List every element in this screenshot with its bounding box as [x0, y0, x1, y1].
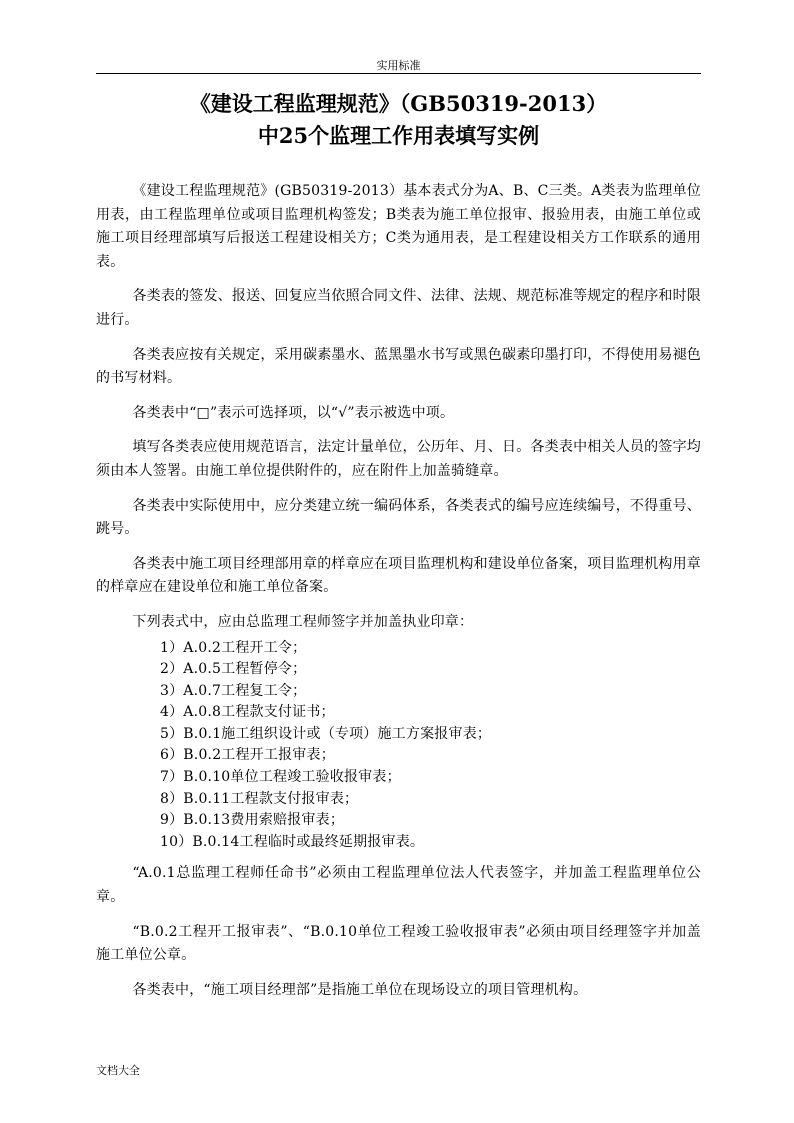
paragraph-numbering: 各类表中实际使用中，应分类建立统一编码体系，各类表式的编号应连续编号，不得重号、跳号。: [96, 497, 701, 538]
paragraph-intro: 《建设工程监理规范》(GB50319-2013）基本表式分为A、B、C三类。A类表为监理单位用表，由工程监理单位或项目监理机构签发；B类表为施工单位报审、报验用表，由施工单位或施工项目经理部填写后报送工程建设相关方；C类为通用表，是工程建设相关方工作联系的通用表。: [96, 183, 701, 270]
page-header: 实用标准: [376, 59, 421, 72]
paragraph-checkbox: 各类表中“□”表示可选择项，以“√”表示被选中项。: [132, 404, 455, 421]
list-item: 3）A.0.7工程复工令；: [160, 682, 307, 699]
list-item: 7）B.0.10单位工程竣工验收报审表；: [160, 769, 401, 786]
document-title: [96, 88, 701, 152]
paragraph-contractor-seal: “B.0.2工程开工报审表”、“B.0.10单位工程竣工验收报审表”必须由项目经理签字并加盖施工单位公章。: [96, 923, 701, 964]
list-item: 10）B.0.14工程临时或最终延期报审表。: [160, 833, 425, 850]
list-item: 8）B.0.11工程款支付报审表；: [160, 790, 359, 807]
title-line-1: 《建设工程监理规范》（GB50319-2013）: [189, 91, 608, 116]
seal-form-list: [96, 638, 701, 854]
page-footer: 文档大全: [96, 1064, 140, 1077]
document-body: [96, 180, 701, 1013]
paragraph-seal-intro: 下列表式中，应由总监理工程师签字并加盖执业印章：: [132, 613, 474, 630]
list-item: 2）A.0.5工程暂停令；: [160, 661, 307, 678]
list-item: 1）A.0.2工程开工令；: [160, 639, 307, 656]
paragraph-appointment-seal: “A.0.1总监理工程师任命书”必须由工程监理单位法人代表签字，并加盖工程监理单位公章。: [96, 865, 701, 906]
list-item: 5）B.0.1施工组织设计或（专项）施工方案报审表；: [160, 725, 492, 742]
header-divider: [96, 73, 701, 74]
paragraph-definition: 各类表中，“施工项目经理部”是指施工单位在现场设立的项目管理机构。: [132, 981, 588, 998]
paragraph-ink: 各类表应按有关规定，采用碳素墨水、蓝黑墨水书写或黑色碳素印墨打印，不得使用易褪色的书写材料。: [96, 346, 701, 387]
list-item: 9）B.0.13费用索赔报审表；: [160, 812, 345, 829]
paragraph-seal-filing: 各类表中施工项目经理部用章的样章应在项目监理机构和建设单位备案，项目监理机构用章的样章应在建设单位和施工单位备案。: [96, 555, 701, 596]
list-item: 6）B.0.2工程开工报审表；: [160, 747, 335, 764]
paragraph-language: 填写各类表应使用规范语言，法定计量单位，公历年、月、日。各类表中相关人员的签字均须由本人签署。由施工单位提供附件的，应在附件上加盖骑缝章。: [96, 439, 701, 479]
title-line-2: 中25个监理工作用表填写实例: [257, 123, 540, 148]
paragraph-procedure: 各类表的签发、报送、回复应当依照合同文件、法律、法规、规范标准等规定的程序和时限进行。: [96, 288, 701, 328]
list-item: 4）A.0.8工程款支付证书；: [160, 704, 335, 721]
